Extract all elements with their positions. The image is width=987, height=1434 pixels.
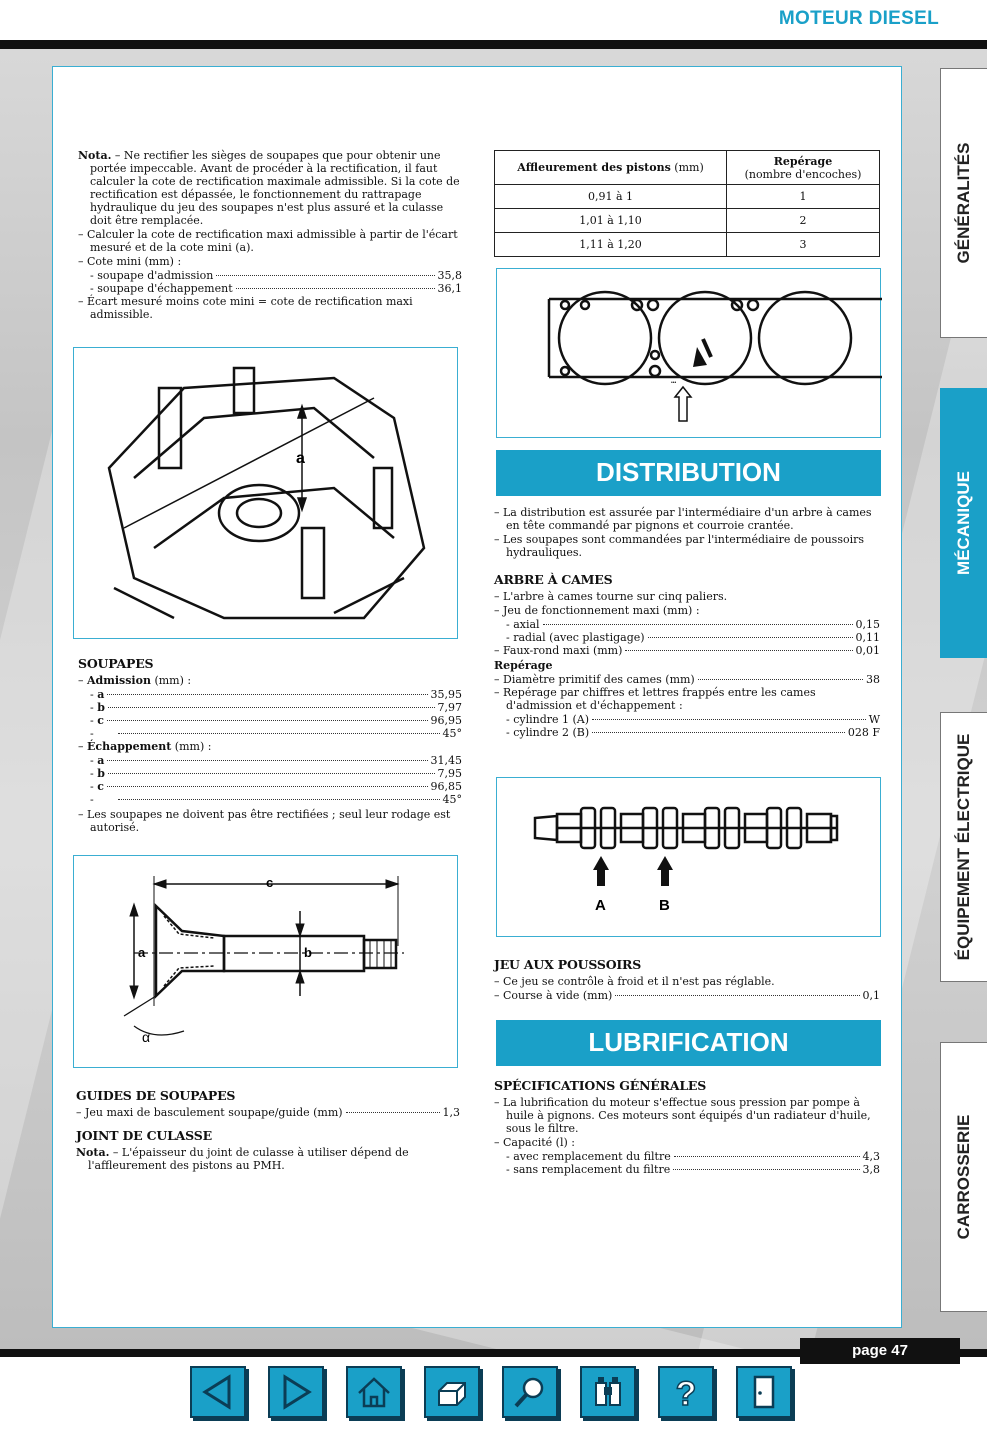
print-icon	[433, 1373, 471, 1411]
print-button[interactable]	[424, 1366, 480, 1418]
arbre-title: ARBRE À CAMES	[494, 572, 613, 587]
tab-generalites[interactable]: GÉNÉRALITÉS	[940, 68, 987, 338]
figure-head-gasket	[496, 268, 881, 438]
joint-nota-text: – L'épaisseur du joint de culasse à utiliser dépend de l'affleurement des pistons au PMH.	[88, 1146, 409, 1172]
echappement-row: - b 7,95	[90, 767, 462, 780]
top-bar	[0, 40, 987, 49]
cote-row: - soupape d'échappement 36,1	[90, 282, 462, 295]
page-number: page 47	[800, 1338, 960, 1364]
guides-title: GUIDES DE SOUPAPES	[76, 1088, 236, 1103]
soupapes-note: – Les soupapes ne doivent pas être rectifiées ; seul leur rodage est autorisé.	[78, 808, 451, 834]
guides-section	[76, 1083, 460, 1173]
exit-icon	[745, 1373, 783, 1411]
piston-table	[494, 150, 880, 257]
table-row: 1,01 à 1,10 2	[495, 209, 880, 233]
cote-mini: – Cote mini (mm) :	[78, 255, 182, 268]
soupapes-section: SOUPAPES – Admission (mm) : - a 35,95 - b 7,97 - c 96,95 - 45° – Échappement (mm) : - a 31,45 - b 7,95 - c 96,85 - 45° – Les soupapes ne doivent pas être rectifiées ; seul leur rodage est autorisé.	[78, 656, 462, 834]
camshaft-drawing	[497, 778, 882, 938]
jeu-title: JEU AUX POUSSOIRS	[494, 957, 642, 972]
figure-valve	[73, 855, 458, 1068]
fig2-label-c: c	[266, 875, 274, 890]
admission-row: - 45°	[90, 727, 462, 740]
cyl-row: - cylindre 1 (A) W	[506, 713, 880, 726]
distribution-p2: – Les soupapes sont commandées par l'intermédiaire de poussoirs hydrauliques.	[494, 533, 865, 559]
jeu-p1: – Ce jeu se contrôle à froid et il n'est pas réglable.	[494, 975, 775, 988]
fig2-label-a: a	[138, 945, 146, 960]
help-button[interactable]	[658, 1366, 714, 1418]
reperage-title: Repérage	[494, 659, 553, 672]
admission-label: Admission	[87, 674, 151, 687]
guides-row: – Jeu maxi de basculement soupape/guide (mm) 1,3	[76, 1106, 460, 1119]
ecart-text: – Écart mesuré moins cote mini = cote de rectification maxi admissible.	[78, 295, 413, 321]
fig-cam-label-a: A	[595, 897, 606, 914]
fig2-label-b: b	[304, 945, 312, 960]
lub-p1: – La lubrification du moteur s'effectue sous pression par pompe à huile à pignons. Ces moteurs sont équipés d'un radiateur d'huile, sous le filtre.	[494, 1096, 871, 1135]
admission-row: - a 35,95	[90, 688, 462, 701]
admission-row: - b 7,97	[90, 701, 462, 714]
svg-text:•••: •••	[671, 380, 677, 386]
capacite: – Capacité (l) :	[494, 1136, 575, 1149]
cap-row: - avec remplacement du filtre 4,3	[506, 1150, 880, 1163]
echappement-label: Échappement	[87, 740, 172, 753]
table-header-reperage: Repérage (nombre d'encoches)	[727, 151, 880, 185]
find-button[interactable]	[580, 1366, 636, 1418]
arbre-jeu: – Jeu de fonctionnement maxi (mm) :	[494, 604, 700, 617]
jeu-row: – Course à vide (mm) 0,1	[494, 989, 880, 1002]
tab-mecanique[interactable]: MÉCANIQUE	[940, 388, 987, 658]
distribution-section	[494, 506, 880, 739]
jeu-section	[494, 952, 880, 1002]
valve-drawing	[74, 856, 459, 1069]
lubrification-section	[494, 1073, 880, 1176]
joint-nota-label: Nota.	[76, 1146, 110, 1159]
nota-label: Nota.	[78, 149, 112, 162]
admission-row: - c 96,95	[90, 714, 462, 727]
distribution-p1: – La distribution est assurée par l'intermédiaire d'un arbre à cames en tête commandé par pignons et courroie crantée.	[494, 506, 872, 532]
tab-equipement-electrique[interactable]: ÉQUIPEMENT ÉLECTRIQUE	[940, 712, 987, 982]
reperage-p: – Repérage par chiffres et lettres frappés entre les cames d'admission et d'échappement :	[494, 686, 816, 712]
search-button[interactable]	[502, 1366, 558, 1418]
echappement-row: - 45°	[90, 793, 462, 806]
fig-cam-label-b: B	[659, 897, 670, 914]
cap-row: - sans remplacement du filtre 3,8	[506, 1163, 880, 1176]
spec-title: SPÉCIFICATIONS GÉNÉRALES	[494, 1078, 707, 1093]
cote-row: - soupape d'admission 35,8	[90, 269, 462, 282]
figure-cylinder-head	[73, 347, 458, 639]
arbre-row: - axial 0,15	[506, 618, 880, 631]
home-button[interactable]	[346, 1366, 402, 1418]
cyl-row: - cylindre 2 (B) 028 F	[506, 726, 880, 739]
svg-text:?: ?	[675, 1375, 697, 1411]
arrow-left-icon	[199, 1373, 237, 1411]
head-gasket-drawing	[497, 269, 882, 439]
cylinder-head-drawing	[74, 348, 459, 640]
lubrification-banner: LUBRIFICATION	[496, 1020, 881, 1066]
figure-camshaft	[496, 777, 881, 937]
diam-row: – Diamètre primitif des cames (mm) 38	[494, 673, 880, 686]
table-row: 1,11 à 1,20 3	[495, 233, 880, 257]
arbre-row: - radial (avec plastigage) 0,11	[506, 631, 880, 644]
calc-text: – Calculer la cote de rectification maxi admissible à partir de l'écart mesuré et de la cote mini (a).	[78, 228, 458, 254]
binoculars-icon	[589, 1373, 627, 1411]
table-header-affleurement: Affleurement des pistons (mm)	[495, 151, 727, 185]
help-icon	[667, 1373, 705, 1411]
left-intro	[78, 149, 462, 322]
arbre-row: – Faux-rond maxi (mm) 0,01	[494, 644, 880, 657]
tab-carrosserie[interactable]: CARROSSERIE	[940, 1042, 987, 1312]
home-icon	[355, 1373, 393, 1411]
fig2-label-alpha: α	[142, 1029, 151, 1045]
soupapes-title: SOUPAPES	[78, 656, 154, 671]
next-page-button[interactable]	[268, 1366, 324, 1418]
table-row: 0,91 à 1 1	[495, 185, 880, 209]
fig1-label-a: a	[296, 450, 305, 467]
exit-button[interactable]	[736, 1366, 792, 1418]
nota-text: – Ne rectifier les sièges de soupapes que pour obtenir une portée impeccable. Avant de procéder à la rectification, il faut calculer la cote de rectification maximale admissible. Si la cote de rectification est dépassée, le fonctionnement du rattrapage hydraulique du jeu des soupapes n'est plus assuré et la culasse doit être remplacée.	[90, 149, 460, 227]
echappement-row: - c 96,85	[90, 780, 462, 793]
arbre-p1: – L'arbre à cames tourne sur cinq paliers.	[494, 590, 728, 603]
nav-toolbar	[190, 1366, 792, 1418]
header-title: MOTEUR DIESEL	[778, 8, 939, 29]
echappement-row: - a 31,45	[90, 754, 462, 767]
search-icon	[511, 1373, 549, 1411]
joint-title: JOINT DE CULASSE	[76, 1128, 212, 1143]
arrow-right-icon	[277, 1373, 315, 1411]
prev-page-button[interactable]	[190, 1366, 246, 1418]
distribution-banner: DISTRIBUTION	[496, 450, 881, 496]
